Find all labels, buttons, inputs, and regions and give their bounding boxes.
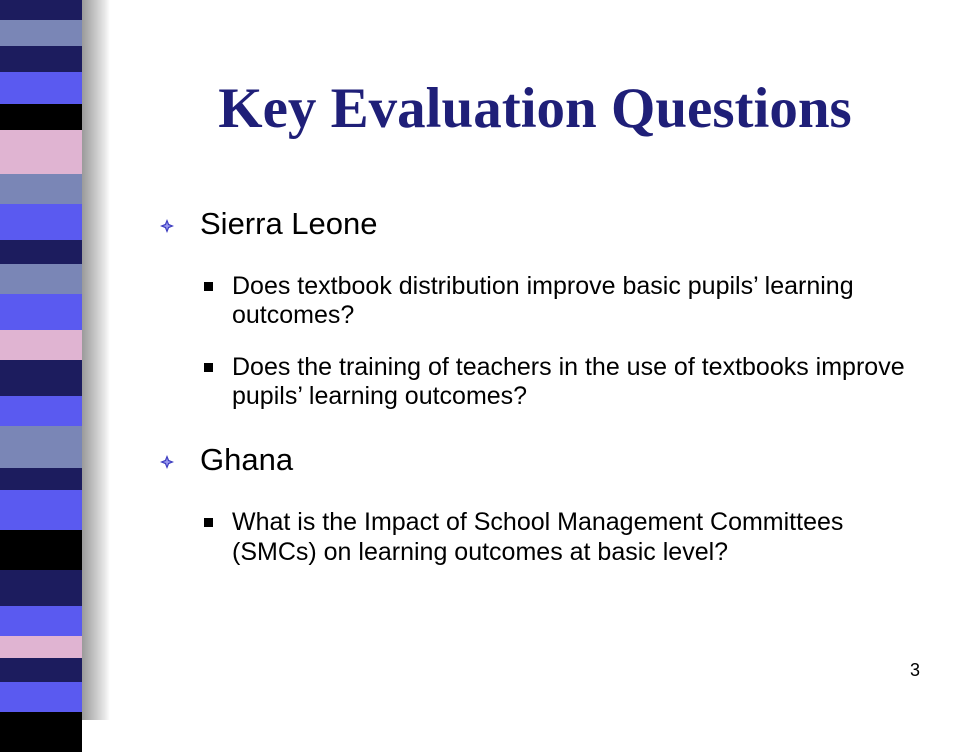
stripe-block [0,468,82,490]
stripe-block [0,360,82,396]
stripe-block [0,530,82,570]
stripe-block [0,0,82,20]
stripe-block [0,426,82,468]
section-label: Sierra Leone [200,206,378,241]
section-ghana [160,441,920,478]
stripe-block [0,396,82,426]
question-item [200,508,920,567]
stripe-block [0,46,82,72]
stripe-block [0,570,82,606]
section-label: Ghana [200,442,294,478]
question-text: Does the training of teachers in the use of textbooks improve pupils’ learning outcomes? [232,352,905,410]
slide-title: Key Evaluation Questions [218,77,852,140]
stripe-block [0,658,82,682]
slide-content [160,205,920,589]
stripe-block [0,174,82,204]
stripe-block [0,636,82,658]
stripe-block [0,294,82,330]
stripe-block [0,20,82,46]
stripe-block [0,104,82,130]
question-text: What is the Impact of School Management Committees (SMCs) on learning outcomes at basic level? [232,508,844,566]
stripe-block [0,264,82,294]
section-sierra-leone [160,205,920,242]
square-bullet-icon [204,518,213,527]
stripe-shadow [82,0,110,720]
question-item [200,272,920,331]
question-item [200,353,920,412]
stripe-block [0,682,82,712]
stripe-block [0,240,82,264]
stripe-block [0,330,82,360]
stripe-block [0,712,82,752]
stripe-block [0,204,82,240]
square-bullet-icon [204,282,213,291]
decorative-stripe-bar [0,0,110,720]
diamond-icon [160,455,174,469]
stripe-block [0,606,82,636]
stripe-block [0,490,82,530]
stripe-blocks [0,0,82,720]
page-number: 3 [909,660,920,680]
stripe-block [0,130,82,174]
question-text: Does textbook distribution improve basic pupils’ learning outcomes? [232,272,854,330]
stripe-block [0,72,82,104]
square-bullet-icon [204,363,213,372]
diamond-icon [160,219,174,233]
